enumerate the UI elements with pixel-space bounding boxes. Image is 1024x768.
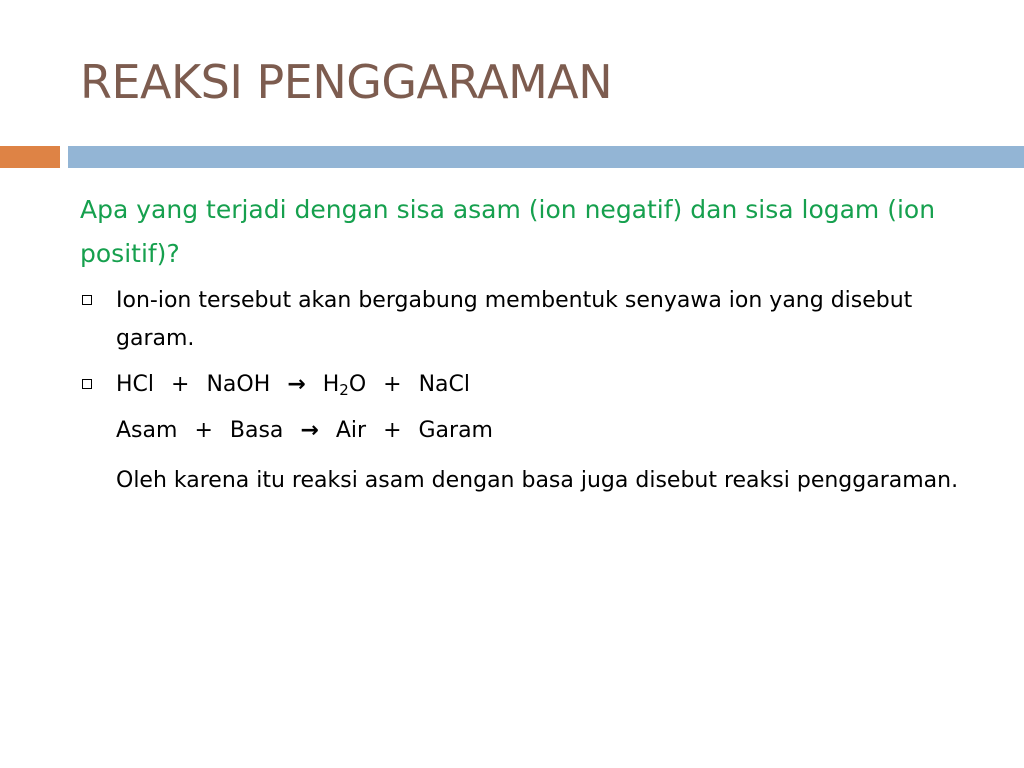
eq-plus-1: + [171,372,190,397]
slide-content [80,188,970,512]
word-equation [80,412,970,450]
eq-reactant-1: HCl [116,372,155,397]
accent-bar-blue [68,146,1024,168]
accent-bar-orange [0,146,60,168]
eq-product-1-tail: O [348,372,367,397]
chemical-equation [80,366,970,404]
square-bullet-icon [82,379,92,389]
eq-product-1-main: H [322,372,340,397]
question-text: Apa yang terjadi dengan sisa asam (ion negatif) dan sisa logam (ion positif)? [80,195,936,268]
arrow-right-icon: → [300,418,319,443]
word-plus-2: + [383,418,402,443]
word-basa: Basa [229,418,284,443]
eq-product-1-subscript: 2 [339,381,349,399]
eq-plus-2: + [383,372,402,397]
slide-title: REAKSI PENGGARAMAN [80,55,613,109]
eq-product-1 [323,366,366,404]
bullet-item [80,282,970,358]
square-bullet-icon [82,295,92,305]
word-air: Air [335,418,367,443]
eq-product-2: NaCl [418,372,470,397]
word-garam: Garam [418,418,493,443]
word-plus-1: + [194,418,213,443]
word-asam: Asam [116,418,178,443]
bullet-text: Ion-ion tersebut akan bergabung membentuk senyawa ion yang disebut garam. [116,288,913,351]
eq-reactant-2: NaOH [206,372,271,397]
conclusion-text: Oleh karena itu reaksi asam dengan basa juga disebut reaksi penggaraman. [116,468,959,493]
arrow-right-icon: → [287,372,306,397]
